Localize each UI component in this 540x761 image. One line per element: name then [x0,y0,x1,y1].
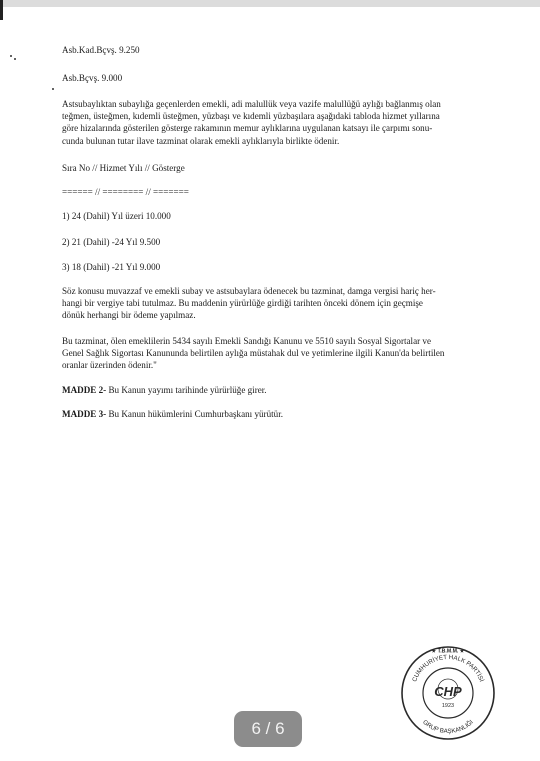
chp-group-seal [400,645,496,741]
paragraph-2 [62,285,514,322]
paragraph-1-line: Astsubaylıktan subaylığa geçenlerden emekli, adi malullük veya vazife malullüğü aylığı bağlanmış olan [62,99,441,109]
madde-2-text: Bu Kanun yayımı tarihinde yürürlüğe girer. [106,385,267,395]
seal-ring-text: CUMHURİYET HALK PARTİSİ [411,653,485,683]
paragraph-1-line: teğmen, üsteğmen, kıdemli üsteğmen, yüzbaşı ve kıdemli yüzbaşılara aşağıdaki tabloda hizmet yıllarına [62,111,440,122]
table-row: 1) 24 (Dahil) Yıl üzeri 10.000 [62,211,171,221]
header-line-2: Asb.Bçvş. 9.000 [62,73,123,83]
paragraph-3 [62,335,514,372]
paragraph-1 [62,98,514,147]
paragraph-1-line: göre hizalarında gösterilen gösterge rakamının memur aylıklarına uygulanan katsayı ile çarpımı sonu- [62,123,433,134]
seal-year: 1923 [441,703,455,709]
madde-3-label: MADDE 3- [62,409,107,419]
paragraph-2-line: hangi bir vergiye tabi tutulmaz. Bu maddenin yürürlüğe girdiği tarihten önceki dönem için geçmişe [62,298,423,309]
page-indicator: 6 / 6 [234,711,302,747]
madde-3 [62,408,283,420]
paragraph-1-line: cunda bulunan tutar ilave tazminat olarak emekli aylıklarıyla birlikte ödenir. [62,135,340,146]
paragraph-3-line: Genel Sağlık Sigortası Kanununda belirtilen aylığa müstahak dul ve yetimlerine ilgili Kanun'da belirtilen [62,348,445,359]
table-header: Sıra No // Hizmet Yılı // Gösterge [62,163,185,173]
madde-3-text: Bu Kanun hükümlerini Cumhurbaşkanı yürütür. [106,409,284,419]
madde-2 [62,384,267,396]
seal-logo: CHP [434,684,462,699]
seal-bottom-text: GRUP BAŞKANLIĞI [421,718,475,736]
top-bar [0,0,540,7]
table-row: 2) 21 (Dahil) -24 Yıl 9.500 [62,237,161,247]
scan-edge-mark [0,0,3,20]
paragraph-3-line: Bu tazminat, ölen emeklilerin 5434 sayılı Emekli Sandığı Kanunu ve 5510 sayılı Sosyal Sigortalar ve [62,336,431,346]
scan-speck [10,55,12,57]
paragraph-3-line: oranlar üzerinden ödenir." [62,360,157,371]
table-separator: ====== // ======== // ======= [62,187,189,197]
madde-2-label: MADDE 2- [62,385,107,395]
seal-top-text: ★ T.B.M.M. ★ [431,648,465,655]
scan-speck [14,58,16,60]
table-row: 3) 18 (Dahil) -21 Yıl 9.000 [62,262,161,272]
scan-speck [52,88,54,90]
header-line-1: Asb.Kad.Bçvş. 9.250 [62,45,140,55]
paragraph-2-line: dönük herhangi bir ödeme yapılmaz. [62,310,196,321]
paragraph-2-line: Söz konusu muvazzaf ve emekli subay ve astsubaylara ödenecek bu tazminat, damga vergisi hariç her- [62,286,436,296]
